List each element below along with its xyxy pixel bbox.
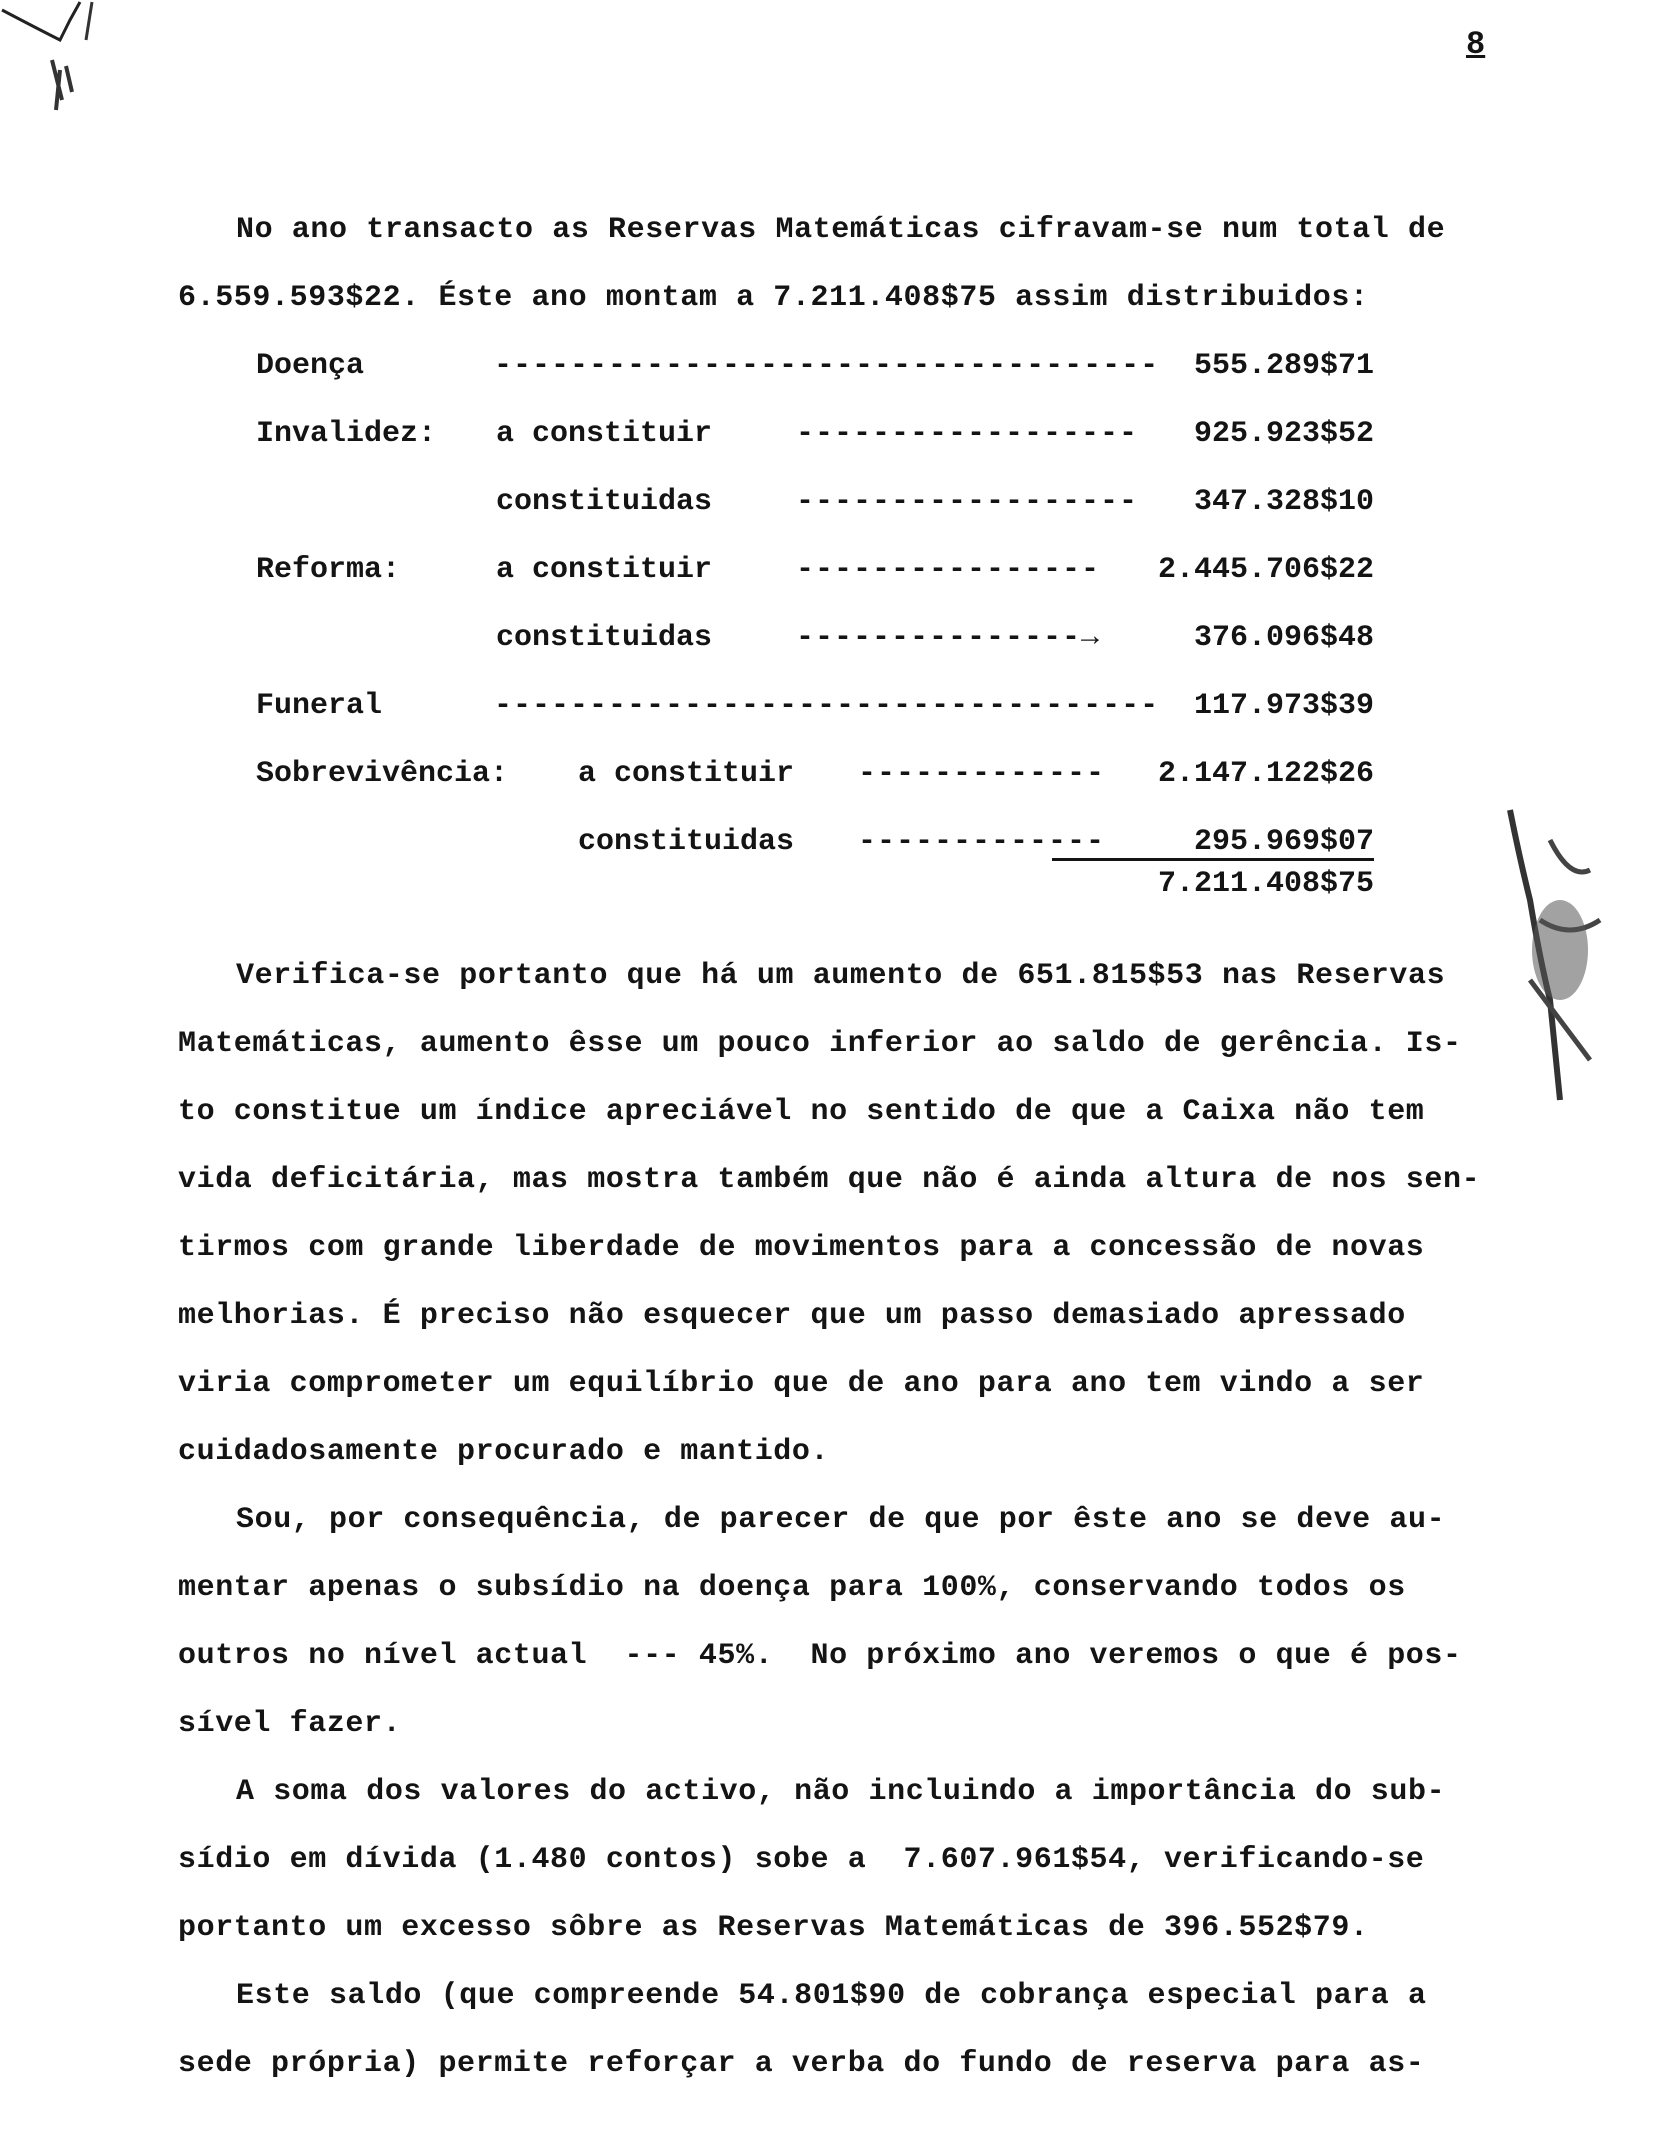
- row-category: Doença: [256, 349, 365, 383]
- row-amount: 2.445.706$22: [1157, 553, 1374, 587]
- row-amount: 347.328$10: [1193, 485, 1374, 519]
- paragraph-1-line: Matemáticas, aumento êsse um pouco inferior ao saldo de gerência. Is-: [178, 1027, 1462, 1061]
- intro-line-2: 6.559.593$22. Éste ano montam a 7.211.408$75 assim distribuidos:: [178, 281, 1369, 315]
- page-number: 8: [1466, 26, 1486, 63]
- row-category: Invalidez:: [256, 417, 437, 451]
- paragraph-2-line: outros no nível actual --- 45%. No próximo ano veremos o que é pos-: [178, 1639, 1462, 1673]
- paragraph-1-line: to constitue um índice apreciável no sentido de que a Caixa não tem: [178, 1095, 1425, 1129]
- paragraph-3-line: A soma dos valores do activo, não incluindo a importância do sub-: [236, 1775, 1446, 1809]
- row-amount: 2.147.122$26: [1157, 757, 1374, 791]
- paragraph-1-line: tirmos com grande liberdade de movimentos para a concessão de novas: [178, 1231, 1425, 1265]
- row-leader: ----------------: [796, 553, 1101, 587]
- row-category: Funeral: [256, 689, 383, 723]
- row-leader: -----------------------------------: [494, 349, 1160, 383]
- paragraph-4-line: Este saldo (que compreende 54.801$90 de cobrança especial para a: [236, 1979, 1427, 2013]
- paragraph-1-line: Verifica-se portanto que há um aumento de 651.815$53 nas Reservas: [236, 959, 1446, 993]
- row-amount: 376.096$48: [1193, 621, 1374, 655]
- paragraph-1-line: melhorias. É preciso não esquecer que um passo demasiado apressado: [178, 1299, 1406, 1333]
- paragraph-2-line: Sou, por consequência, de parecer de que por êste ano se deve au-: [236, 1503, 1446, 1537]
- corner-pen-marks: [0, 0, 140, 140]
- sum-rule: [1052, 858, 1374, 861]
- intro-line-1: No ano transacto as Reservas Matemáticas cifravam-se num total de: [236, 213, 1446, 247]
- ink-blot-mark: [1490, 800, 1610, 1130]
- row-subcategory: a constituir: [578, 757, 795, 791]
- row-leader: ------------------: [796, 417, 1139, 451]
- paragraph-2-line: mentar apenas o subsídio na doença para 100%, conservando todos os: [178, 1571, 1406, 1605]
- row-subcategory: constituidas: [578, 825, 795, 859]
- paragraph-4-line: sede própria) permite reforçar a verba do fundo de reserva para as-: [178, 2047, 1425, 2081]
- row-subcategory: constituidas: [496, 485, 713, 519]
- row-leader: -------------: [858, 825, 1106, 859]
- row-subcategory: a constituir: [496, 417, 713, 451]
- row-category: Reforma:: [256, 553, 401, 587]
- row-leader: -------------: [858, 757, 1106, 791]
- paragraph-3-line: portanto um excesso sôbre as Reservas Matemáticas de 396.552$79.: [178, 1911, 1369, 1945]
- row-category: Sobrevivência:: [256, 757, 509, 791]
- paragraph-3-line: sídio em dívida (1.480 contos) sobe a 7.607.961$54, verificando-se: [178, 1843, 1425, 1877]
- table-total: 7.211.408$75: [1157, 867, 1374, 901]
- row-leader: ------------------: [796, 485, 1139, 519]
- row-amount: 925.923$52: [1193, 417, 1374, 451]
- row-subcategory: constituidas: [496, 621, 713, 655]
- row-subcategory: a constituir: [496, 553, 713, 587]
- row-amount: 117.973$39: [1193, 689, 1374, 723]
- paragraph-1-line: viria comprometer um equilíbrio que de ano para ano tem vindo a ser: [178, 1367, 1425, 1401]
- row-leader: -----------------------------------: [494, 689, 1160, 723]
- row-leader: ---------------→: [796, 621, 1101, 655]
- paragraph-1-line: vida deficitária, mas mostra também que não é ainda altura de nos sen-: [178, 1163, 1481, 1197]
- row-amount: 555.289$71: [1193, 349, 1374, 383]
- paragraph-1-line: cuidadosamente procurado e mantido.: [178, 1435, 830, 1469]
- row-amount: 295.969$07: [1193, 825, 1374, 859]
- paragraph-2-line: sível fazer.: [178, 1707, 402, 1741]
